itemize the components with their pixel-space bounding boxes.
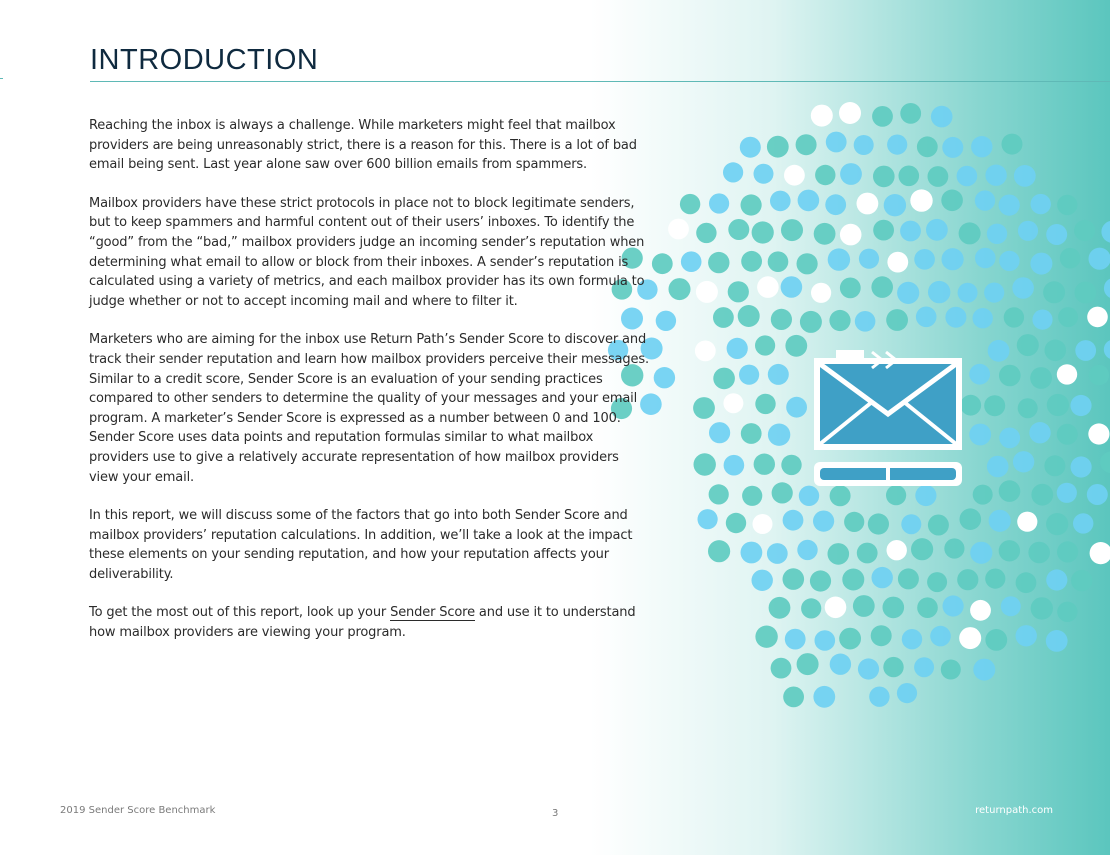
decorative-dot	[783, 510, 804, 531]
decorative-dot	[713, 368, 735, 390]
decorative-dot	[752, 221, 774, 243]
decorative-dot	[1057, 424, 1078, 445]
decorative-dot	[741, 194, 762, 215]
decorative-dot	[768, 364, 789, 385]
decorative-dot	[985, 165, 1006, 186]
decorative-dot	[783, 568, 805, 590]
decorative-dot	[840, 278, 861, 299]
paragraph: Mailbox providers have these strict protocols in place not to block legitimate senders, but to keep spammers and harmful content out of their users’ inboxes. To identify the “good” from the “bad,” mailbox providers judge an incoming sender’s reputation when determining what email to allow or block from their inboxes. A sender’s reputation is calculated using a variety of metrics, and each mailbox provider has its own formula to judge whether or not to accept incoming mail and where to filter it.	[89, 195, 645, 309]
decorative-dot	[871, 276, 893, 298]
decorative-dot	[985, 569, 1005, 589]
decorative-dot	[781, 219, 803, 241]
decorative-dot	[999, 195, 1020, 216]
decorative-dot	[1016, 572, 1037, 593]
decorative-dot	[857, 543, 878, 564]
decorative-dot	[695, 341, 716, 362]
paragraph: Reaching the inbox is always a challenge. While marketers might feel that mailbox providers are being unreasonably strict, there is a reason for this. There is a lot of bad email being sent. Last year alone saw over 600 billion emails from spammers.	[89, 118, 637, 173]
decorative-dot	[781, 455, 801, 475]
decorative-dot	[969, 424, 991, 446]
decorative-dot	[1018, 221, 1038, 241]
decorative-dot	[1046, 224, 1067, 245]
decorative-dot	[680, 194, 700, 214]
decorative-dot	[1088, 423, 1109, 444]
decorative-dot	[1087, 307, 1108, 328]
decorative-dot	[900, 103, 921, 124]
decorative-dot	[872, 106, 893, 127]
decorative-dot	[942, 137, 963, 158]
decorative-dot	[915, 485, 936, 506]
decorative-dot	[741, 251, 762, 272]
decorative-dot	[1032, 310, 1052, 330]
decorative-dot	[1028, 542, 1050, 564]
footer-website[interactable]: returnpath.com	[975, 805, 1053, 816]
decorative-dot	[726, 513, 746, 533]
decorative-dot	[1001, 596, 1021, 616]
decorative-dot	[1004, 307, 1024, 327]
decorative-dot	[957, 166, 978, 187]
decorative-dot	[1017, 334, 1039, 356]
decorative-dot	[1074, 220, 1095, 241]
decorative-dot	[1014, 165, 1036, 187]
decorative-dot	[999, 428, 1020, 449]
decorative-dot	[1075, 282, 1097, 304]
decorative-dot	[842, 569, 864, 591]
decorative-dot	[1060, 248, 1081, 269]
decorative-dot	[855, 311, 876, 332]
decorative-dot	[811, 283, 831, 303]
decorative-dot	[740, 137, 761, 158]
decorative-dot	[768, 251, 789, 272]
decorative-dot	[989, 510, 1011, 532]
decorative-dot	[1057, 483, 1077, 503]
decorative-dot	[942, 248, 964, 270]
decorative-dot	[898, 568, 919, 589]
decorative-dot	[840, 224, 862, 246]
decorative-dot	[669, 278, 691, 300]
decorative-dot	[914, 249, 935, 270]
decorative-dot	[784, 165, 805, 186]
decorative-dot	[652, 253, 673, 274]
decorative-dot	[771, 658, 792, 679]
decorative-dot	[754, 454, 775, 475]
decorative-dot	[694, 453, 716, 475]
decorative-dot	[1101, 221, 1110, 243]
decorative-dot	[1104, 340, 1110, 360]
decorative-dot	[897, 282, 919, 304]
decorative-dot	[853, 595, 875, 617]
decorative-dot	[916, 307, 937, 328]
decorative-dot	[928, 281, 950, 303]
decorative-dot	[767, 136, 789, 158]
decorative-dot	[883, 657, 903, 677]
decorative-dot	[696, 281, 718, 303]
decorative-dot	[887, 135, 907, 155]
decorative-dot	[987, 224, 1007, 244]
decorative-dot	[868, 513, 889, 534]
decorative-dot	[799, 486, 819, 506]
decorative-dot	[709, 193, 729, 213]
decorative-dot	[654, 367, 675, 388]
decorative-dot	[1075, 340, 1096, 361]
decorative-dot	[999, 480, 1021, 502]
decorative-dot	[926, 219, 948, 241]
decorative-dot	[1012, 277, 1034, 299]
decorative-dot	[839, 102, 861, 124]
decorative-dot	[797, 540, 817, 560]
decorative-dot	[900, 221, 921, 242]
decorative-dot	[901, 514, 921, 534]
decorative-dot	[1104, 278, 1110, 299]
decorative-dot	[772, 482, 793, 503]
decorative-dot	[854, 135, 874, 155]
decorative-dot	[872, 567, 893, 588]
decorative-dot	[1015, 625, 1036, 646]
decorative-dot	[738, 305, 760, 327]
decorative-dot	[741, 423, 762, 444]
decorative-dot	[957, 569, 978, 590]
decorative-dot	[873, 220, 894, 241]
decorative-dot	[1057, 364, 1077, 384]
decorative-dot	[971, 136, 992, 157]
decorative-dot	[770, 191, 791, 212]
decorative-dot	[975, 248, 996, 269]
decorative-dot	[871, 625, 892, 646]
decorative-dot	[945, 307, 966, 328]
decorative-dot	[739, 365, 759, 385]
decorative-dot	[830, 654, 851, 675]
decorative-dot	[1017, 512, 1037, 532]
decorative-dot	[785, 629, 806, 650]
decorative-dot	[755, 394, 775, 414]
decorative-dot	[681, 251, 702, 272]
decorative-dot	[969, 364, 990, 385]
decorative-dot	[814, 223, 836, 245]
decorative-dot	[917, 136, 938, 157]
decorative-dot	[783, 687, 804, 708]
page-number: 3	[552, 808, 559, 819]
decorative-dot	[1046, 513, 1068, 535]
decorative-dot	[873, 166, 895, 188]
decorative-dot	[944, 538, 964, 558]
edge-mark	[0, 78, 3, 79]
decorative-dot	[959, 222, 981, 244]
decorative-dot	[1029, 422, 1050, 443]
decorative-dot	[825, 597, 847, 619]
decorative-dot	[768, 424, 790, 446]
decorative-dot	[975, 190, 995, 210]
decorative-dot	[1073, 513, 1093, 533]
decorative-dot	[930, 626, 951, 647]
decorative-dot	[713, 307, 734, 328]
decorative-dot	[970, 600, 991, 621]
decorative-dot	[999, 365, 1021, 387]
decorative-dot	[1031, 597, 1053, 619]
decorative-dot	[884, 194, 906, 216]
decorative-dot	[668, 219, 689, 240]
decorative-dot	[960, 508, 982, 530]
decorative-dot	[709, 484, 729, 504]
decorative-dot	[826, 132, 847, 153]
decorative-dot	[656, 311, 676, 331]
decorative-dot	[858, 658, 879, 679]
decorative-dot	[1046, 630, 1068, 652]
decorative-dot	[769, 597, 791, 619]
decorative-dot	[771, 309, 792, 330]
decorative-dot	[757, 276, 779, 298]
decorative-dot	[883, 597, 905, 619]
decorative-dot	[723, 162, 743, 182]
decorative-dot	[999, 540, 1020, 561]
decorative-dot	[741, 542, 763, 564]
decorative-dot	[887, 252, 908, 273]
decorative-dot	[754, 164, 774, 184]
decorative-dot	[696, 223, 716, 243]
decorative-dot	[698, 509, 718, 529]
decorative-dot	[796, 134, 817, 155]
decorative-dot	[899, 166, 920, 187]
decorative-dot	[753, 514, 773, 534]
decorative-dot	[728, 219, 749, 240]
decorative-dot	[1057, 602, 1077, 622]
decorative-dot	[811, 105, 833, 127]
decorative-dot	[914, 657, 934, 677]
decorative-dot	[1030, 367, 1052, 389]
decorative-dot	[970, 542, 992, 564]
decorative-dot	[1057, 541, 1078, 562]
decorative-dot	[941, 190, 963, 212]
decorative-dot	[1013, 451, 1034, 472]
page-title: INTRODUCTION	[90, 44, 319, 76]
decorative-dot	[1089, 248, 1110, 270]
decorative-dot	[928, 515, 949, 536]
decorative-dot	[984, 395, 1005, 416]
decorative-dot	[825, 194, 846, 215]
decorative-dot	[857, 193, 879, 215]
decorative-dot	[973, 308, 993, 328]
decorative-dot	[859, 249, 879, 269]
paragraph	[89, 603, 649, 642]
decorative-dot	[1046, 569, 1067, 590]
decorative-dot	[801, 598, 821, 618]
decorative-dot	[1031, 484, 1053, 506]
decorative-dot	[752, 570, 773, 591]
decorative-dot	[1043, 281, 1065, 303]
decorative-dot	[813, 510, 834, 531]
decorative-dot	[927, 572, 947, 592]
decorative-dot	[727, 338, 748, 359]
decorative-dot	[728, 281, 749, 302]
decorative-dot	[709, 422, 730, 443]
decorative-dot	[973, 659, 995, 681]
decorative-dot	[869, 687, 889, 707]
decorative-dot	[723, 393, 743, 413]
decorative-dot	[800, 311, 822, 333]
decorative-dot	[886, 309, 908, 331]
decorative-dot	[1100, 452, 1110, 474]
decorative-dot	[911, 538, 933, 560]
decorative-dot	[910, 189, 932, 211]
decorative-dot	[985, 629, 1007, 651]
decorative-dot	[959, 627, 981, 649]
decorative-dot	[815, 630, 836, 651]
decorative-dot	[797, 253, 818, 274]
decorative-dot	[1044, 455, 1065, 476]
decorative-dot	[798, 190, 820, 212]
decorative-dot	[902, 629, 922, 649]
decorative-dot	[1071, 456, 1092, 477]
decorative-dot	[887, 540, 907, 560]
decorative-dot	[828, 248, 850, 270]
decorative-dot	[897, 683, 917, 703]
decorative-dot	[917, 597, 938, 618]
decorative-dot	[931, 106, 953, 128]
sender-score-link[interactable]: Sender Score	[390, 605, 475, 621]
email-send-icon	[812, 348, 964, 488]
paragraph-text: To get the most out of this report, look up your	[89, 605, 391, 621]
decorative-dot	[839, 628, 861, 650]
footer-document-title: 2019 Sender Score Benchmark	[60, 805, 216, 816]
decorative-dot	[1047, 394, 1069, 416]
decorative-dot	[928, 166, 949, 187]
decorative-dot	[708, 252, 729, 273]
decorative-dot	[1057, 195, 1077, 215]
decorative-dot	[1070, 395, 1091, 416]
paragraph-text: and use it to understand how mailbox providers are viewing your program.	[89, 605, 636, 641]
decorative-dot	[813, 686, 835, 708]
paragraph: In this report, we will discuss some of the factors that go into both Sender Score and mailbox providers’ reputation calculations. In addition, we’ll take a look at the impact these elements on your sending reputation, and how your reputation affects your deliverability.	[89, 508, 633, 582]
decorative-dot	[1089, 365, 1109, 385]
decorative-dot	[742, 486, 762, 506]
decorative-dot	[755, 626, 777, 648]
decorative-dot	[844, 512, 864, 532]
decorative-dot	[755, 335, 775, 355]
decorative-dot	[1058, 307, 1078, 327]
decorative-dot	[1090, 542, 1110, 564]
decorative-dot	[815, 165, 835, 185]
decorative-dot	[941, 660, 961, 680]
decorative-dot	[987, 456, 1009, 478]
decorative-dot	[1030, 253, 1052, 275]
decorative-dot	[999, 251, 1019, 271]
paragraph: Marketers who are aiming for the inbox use Return Path’s Sender Score to discover and track their sender reputation and learn how mailbox providers perceive their messages. Similar to a credit score, Sender Score is an evaluation of your sending practices compared to other senders to determine the quality of your messages and your email program. A marketer’s Sender Score is expressed as a number between 0 and 100. Sender Score uses data points and reputation formulas similar to what mailbox providers use to give a relatively accurate representation of how mailbox providers view your email.	[89, 332, 649, 485]
decorative-dot	[886, 485, 906, 505]
decorative-dot	[767, 543, 788, 564]
decorative-dot	[984, 283, 1004, 303]
decorative-dot	[781, 276, 803, 298]
decorative-dot	[988, 340, 1010, 362]
decorative-dot	[1087, 484, 1108, 505]
decorative-dot	[943, 595, 964, 616]
decorative-dot	[810, 570, 831, 591]
decorative-dot	[786, 397, 807, 418]
decorative-dot	[1002, 134, 1023, 155]
decorative-dot	[1031, 194, 1051, 214]
decorative-dot	[958, 283, 978, 303]
decorative-dot	[797, 653, 819, 675]
decorative-dot	[724, 455, 745, 476]
decorative-dot	[973, 485, 993, 505]
decorative-dot	[830, 485, 851, 506]
decorative-dot	[1045, 340, 1067, 362]
decorative-dot	[828, 543, 850, 565]
decorative-dot	[785, 335, 807, 357]
title-divider	[90, 81, 1110, 82]
decorative-dot	[693, 397, 715, 419]
decorative-dot	[840, 163, 862, 185]
decorative-dot	[829, 310, 850, 331]
decorative-dot	[708, 540, 730, 562]
decorative-dot	[1071, 570, 1092, 591]
intro-body	[89, 116, 649, 662]
decorative-dot	[1018, 398, 1038, 418]
